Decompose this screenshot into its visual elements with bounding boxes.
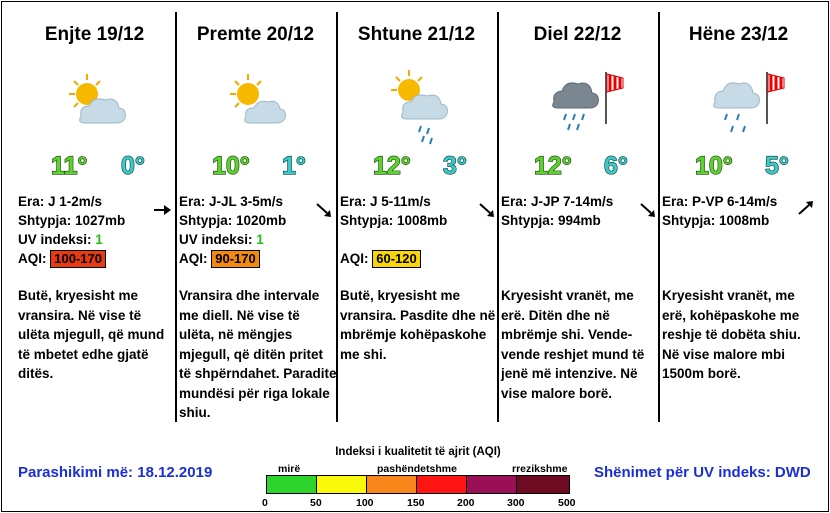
min-temperature: 6° [604,152,628,180]
min-temperature: 3° [443,152,467,180]
aqi-tick: 50 [310,497,322,509]
pressure: Shtypja: 1027mb [18,213,126,228]
wind: Era: J 5-11m/s [340,194,431,209]
steady-arrow-icon [152,202,172,218]
day-title: Enjte 19/12 [44,24,145,45]
aqi-segment [367,476,417,493]
day-title: Diel 22/12 [533,24,622,45]
day-column [335,12,498,422]
day-title: Shtune 21/12 [357,24,476,45]
day-title: Premte 20/12 [196,24,315,45]
rising-arrow-icon [796,200,816,216]
falling-arrow-icon [314,202,334,218]
aqi-label-good: mirë [278,463,301,475]
aqi-label-unhealthy: pashëndetshme [377,463,457,475]
max-temperature: 10° [212,152,250,180]
aqi-tick: 150 [407,497,425,509]
pressure: Shtypja: 1008mb [340,213,448,228]
aqi-tick: 100 [356,497,374,509]
description: Butë, kryesisht me vransira. Pasdite dhe në mbrëmje kohëpaskohe me shi. [340,288,496,362]
day-title: Hëne 23/12 [688,24,789,45]
pressure: Shtypja: 1020mb [179,213,287,228]
aqi-segment [317,476,367,493]
aqi-label: AQI: [18,251,51,266]
falling-arrow-icon [477,202,497,218]
issued-date: Parashikimi më: 18.12.2019 [18,464,213,481]
description: Butë, kryesisht me vransira. Në vise të ulëta mjegull, që mund të mbetet edhe gjatë ditës. [18,288,165,381]
aqi-badge: 100-170 [50,250,106,268]
aqi-scale-title: Indeksi i kualitetit të ajrit (AQI) [335,446,501,458]
falling-arrow-icon [638,202,658,218]
aqi-segment [517,476,569,493]
description: Kryesisht vranët, me erë, kohëpaskohe me reshje të dobëta shiu. Në vise malore mbi 1500m borë. [662,288,801,381]
wind: Era: J 1-2m/s [18,194,103,209]
min-temperature: 0° [121,152,145,180]
aqi-segment [267,476,317,493]
aqi-label-hazardous: rrezikshme [512,463,568,475]
max-temperature: 11° [51,152,88,180]
uv-value: 1 [256,232,264,247]
sun-cloud-rain-icon [379,66,455,146]
uv-source-note: Shënimet për UV indeks: DWD [594,464,811,481]
description: Kryesisht vranët, me erë. Ditën dhe në mbrëmje shi. Vende-vende reshjet mund të jenë më intenzive. Në vise malore borë. [501,288,645,401]
uv-label: UV indeksi: [18,232,96,247]
aqi-label: AQI: [179,251,212,266]
day-column [657,12,820,422]
aqi-segment [467,476,517,493]
aqi-color-scale [266,475,570,494]
pressure: Shtypja: 994mb [501,213,601,228]
wind: Era: J-JP 7-14m/s [501,194,614,209]
aqi-tick: 300 [507,497,525,509]
description: Vransira dhe intervale me diell. Në vise të ulëta, në mëngjes mjegull, që ditën pritet të shpërndahet. Paradite mundësi për riga lokale shiu. [179,288,337,420]
aqi-badge: 90-170 [211,250,259,268]
min-temperature: 5° [765,152,789,180]
aqi-tick: 0 [262,497,268,509]
day-column [174,12,337,422]
uv-label: UV indeksi: [179,232,257,247]
max-temperature: 12° [534,152,572,180]
partly-cloudy-icon [57,66,133,146]
pressure: Shtypja: 1008mb [662,213,770,228]
wind: Era: P-VP 6-14m/s [662,194,778,209]
wind: Era: J-JL 3-5m/s [179,194,284,209]
aqi-badge: 60-120 [372,250,420,268]
uv-value: 1 [95,232,103,247]
aqi-label: AQI: [340,251,373,266]
aqi-tick: 500 [558,497,576,509]
min-temperature: 1° [282,152,306,180]
partly-cloudy-icon [218,66,294,146]
max-temperature: 10° [695,152,733,180]
aqi-tick: 200 [457,497,475,509]
rain-windsock-icon [709,66,785,146]
max-temperature: 12° [373,152,411,180]
rain-windsock-icon [548,66,624,146]
aqi-segment [417,476,467,493]
day-column [496,12,659,422]
